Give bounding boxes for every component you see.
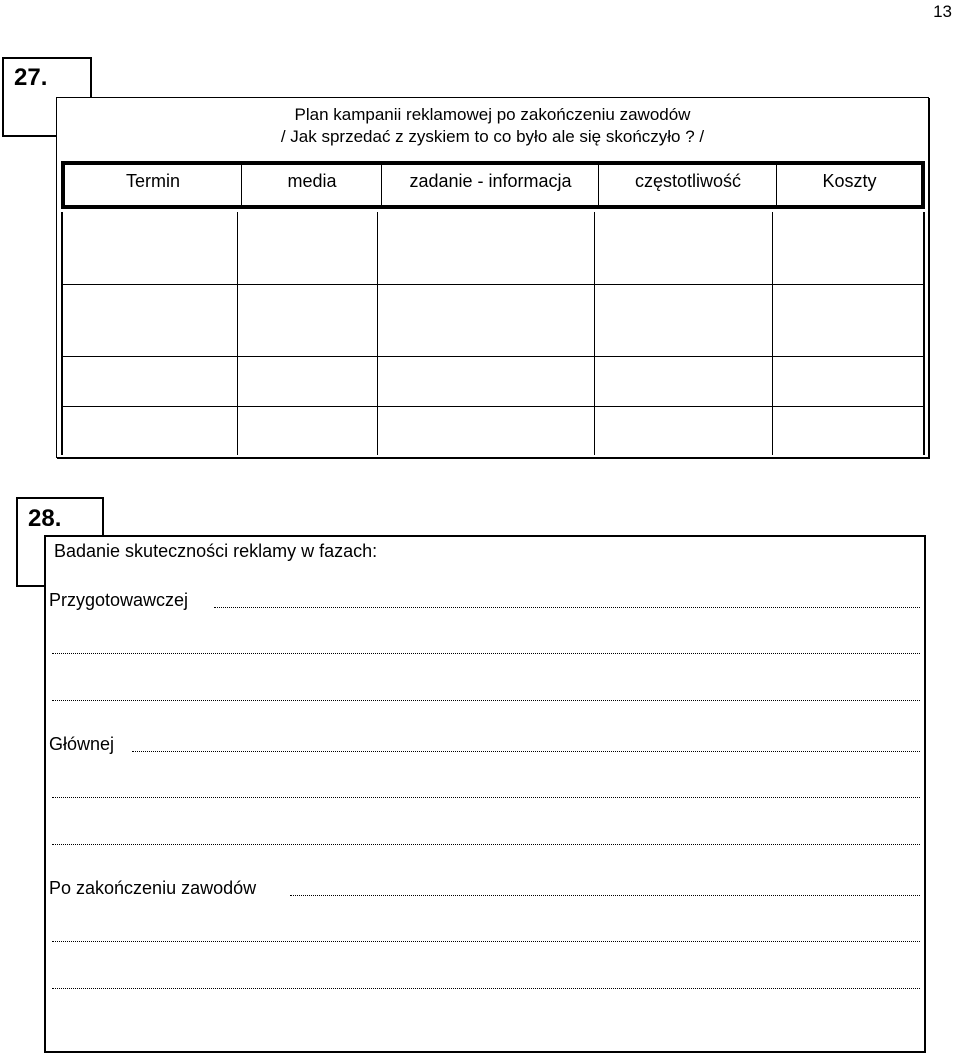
answer-line[interactable]: [214, 607, 920, 608]
table-body: [61, 212, 925, 455]
answer-line[interactable]: [52, 797, 920, 798]
answer-line[interactable]: [52, 941, 920, 942]
column-header-media: media: [241, 165, 382, 205]
answer-line[interactable]: [52, 700, 920, 701]
column-divider: [772, 212, 773, 455]
table-row-divider: [61, 284, 925, 285]
campaign-plan-table: [56, 97, 929, 458]
table-title-line-1: Plan kampanii reklamowej po zakończeniu zawodów: [294, 105, 691, 124]
answer-line[interactable]: [52, 653, 920, 654]
answer-line[interactable]: [132, 751, 920, 752]
column-header-czestotliwosc: częstotliwość: [598, 165, 777, 205]
answer-line[interactable]: [290, 895, 920, 896]
table-title: [57, 104, 928, 148]
phase-label-main: Głównej: [49, 734, 115, 754]
table-right-rule: [923, 212, 925, 455]
phase-label-after-competition: Po zakończeniu zawodów: [49, 878, 257, 898]
column-header-zadanie: zadanie - informacja: [381, 165, 599, 205]
table-row-divider: [61, 406, 925, 407]
answer-line[interactable]: [52, 844, 920, 845]
table-title-line-2: / Jak sprzedać z zyskiem to co było ale się skończyło ? /: [280, 127, 705, 146]
task-28-lead: Badanie skuteczności reklamy w fazach:: [54, 541, 378, 561]
phase-label-preparatory: Przygotowawczej: [49, 590, 189, 610]
task-28-number: 28.: [28, 505, 62, 532]
column-divider: [377, 212, 378, 455]
task-27-number: 27.: [14, 64, 48, 91]
column-divider: [237, 212, 238, 455]
table-header-row: [61, 161, 925, 209]
column-header-termin: Termin: [125, 171, 180, 191]
table-left-rule: [61, 212, 63, 455]
answer-line[interactable]: [52, 988, 920, 989]
column-divider: [594, 212, 595, 455]
table-row-divider: [61, 356, 925, 357]
advertising-effectiveness-box: [44, 535, 926, 1053]
page-number: 13: [933, 2, 952, 21]
column-header-koszty: Koszty: [776, 165, 922, 205]
